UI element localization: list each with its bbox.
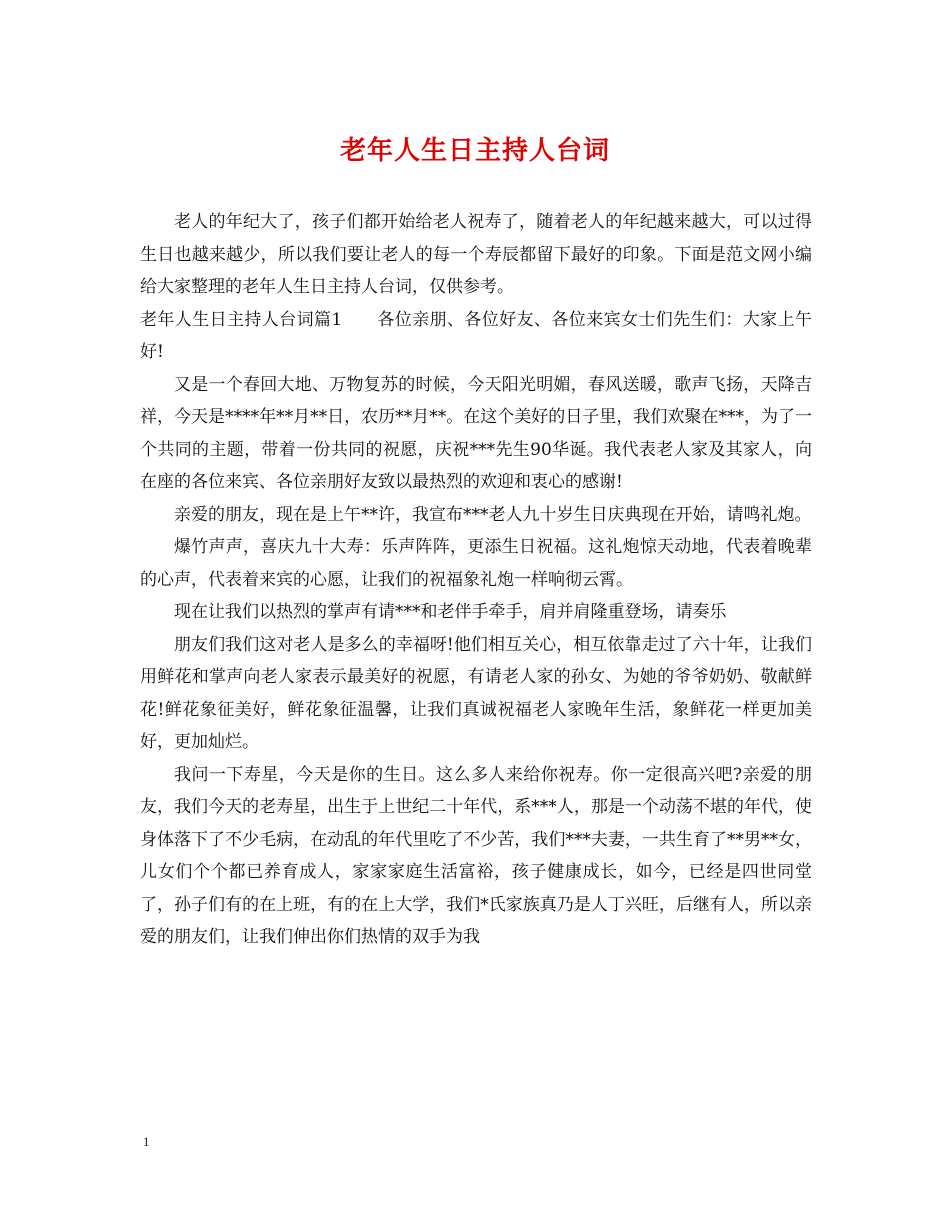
paragraph-entrance: 现在让我们以热烈的掌声有请***和老伴手牵手，肩并肩隆重登场，请奏乐 <box>174 602 727 622</box>
paragraph-intro: 老人的年纪大了，孩子们都开始给老人祝寿了，随着老人的年纪越来越大，可以过得生日也越来越少，所以我们要让老人的每一个寿辰都留下最好的印象。下面是范文网小编给大家整理的老年人生日主持人台词，仅供参考。 <box>140 212 812 297</box>
paragraph-firecrackers: 爆竹声声，喜庆九十大寿：乐声阵阵，更添生日祝福。这礼炮惊天动地，代表着晚辈的心声，代表着来宾的心愿，让我们的祝福象礼炮一样响彻云霄。 <box>140 537 812 590</box>
paragraph-opening: 又是一个春回大地、万物复苏的时候，今天阳光明媚，春风送暖，歌声飞扬，天降吉祥，今天是****年**月**日，农历**月**。在这个美好的日子里，我们欢聚在***，为了一个共同的主题，带着一份共同的祝愿，庆祝***先生90华诞。我代表老人家及其家人，向在座的各位来宾、各位亲朋好友致以最热烈的欢迎和衷心的感谢! <box>140 374 812 492</box>
document-title: 老年人生日主持人台词 <box>339 136 610 166</box>
paragraph-birthday-star: 我问一下寿星，今天是你的生日。这么多人来给你祝寿。你一定很高兴吧?亲爱的朋友，我们今天的老寿星，出生于上世纪二十年代，系***人，那是一个动荡不堪的年代，使身体落下了不少毛病，在动乱的年代里吃了不少苦，我们***夫妻，一共生育了**男**女，儿女们个个都已养育成人，家家家庭生活富裕，孩子健康成长，如今，已经是四世同堂了，孙子们有的在上班，有的在上大学，我们*氏家族真乃是人丁兴旺，后继有人，所以亲爱的朋友们，让我们伸出你们热情的双手为我 <box>140 764 812 947</box>
page-number: 1 <box>143 1134 150 1149</box>
paragraph-announcement: 亲爱的朋友，现在是上午**许，我宣布***老人九十岁生日庆典现在开始，请鸣礼炮。 <box>174 504 812 525</box>
document-body <box>140 206 812 954</box>
paragraph-flowers: 朋友们我们这对老人是多么的幸福呀!他们相互关心，相互依靠走过了六十年，让我们用鲜花和掌声向老人家表示最美好的祝愿，有请老人家的孙女、为她的爷爷奶奶、敬献鲜花!鲜花象征美好，鲜花象征温馨，让我们真诚祝福老人家晚年生活，象鲜花一样更加美好，更加灿烂。 <box>140 634 812 752</box>
paragraph-section-heading: 老年人生日主持人台词篇1 各位亲朋、各位好友、各位来宾女士们先生们：大家上午好! <box>140 309 812 362</box>
